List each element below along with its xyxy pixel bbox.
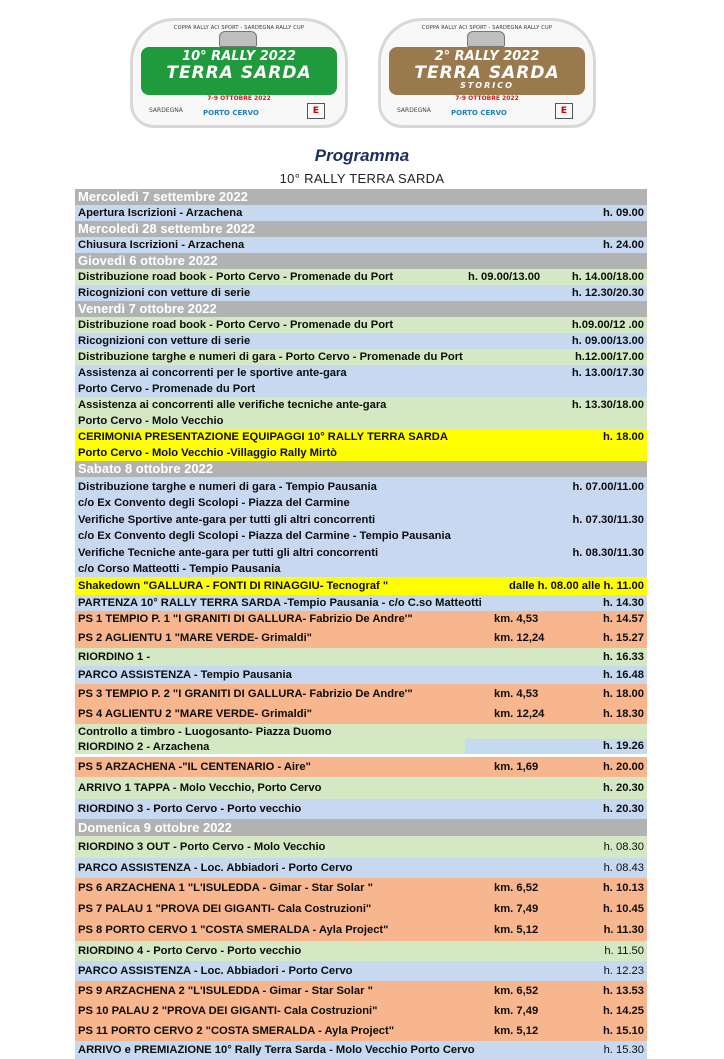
table-row: RIORDINO 4 - Porto Cervo - Porto vecchio h. 11.50 bbox=[75, 941, 647, 961]
day-header: Venerdì 7 ottobre 2022 bbox=[75, 301, 647, 317]
table-row: Shakedown "GALLURA - FONTI DI RINAGGIU- Tecnograf " dalle h. 08.00 alle h. 11.00 bbox=[75, 577, 647, 595]
table-row: Distribuzione road book - Porto Cervo - Promenade du Port h.09.00/12 .00 bbox=[75, 317, 647, 333]
logo-line3: STORICO bbox=[460, 81, 514, 90]
table-row: PS 3 TEMPIO P. 2 "I GRANITI DI GALLURA- Fabrizio De Andre'" km. 4,53 h. 18.00 bbox=[75, 684, 647, 704]
table-row: Verifiche Sportive ante-gara per tutti gli altri concorrenti c/o Ex Convento degli Scolopi - Piazza del Carmine - Tempio Pausania h. 07.30/11.30 bbox=[75, 511, 647, 545]
table-row: PARTENZA 10° RALLY TERRA SARDA -Tempio Pausania - c/o C.so Matteotti h. 14.30 bbox=[75, 595, 647, 611]
table-row: PS 11 PORTO CERVO 2 "COSTA SMERALDA - Ayla Project" km. 5,12 h. 15.10 bbox=[75, 1021, 647, 1041]
table-row: PS 8 PORTO CERVO 1 "COSTA SMERALDA - Ayla Project" km. 5,12 h. 11.30 bbox=[75, 920, 647, 941]
logo-badge-icon: E bbox=[555, 103, 573, 119]
logo-region: SARDEGNA bbox=[397, 107, 431, 114]
table-row: Chiusura Iscrizioni - Arzachena h. 24.00 bbox=[75, 237, 647, 253]
logos bbox=[0, 18, 724, 130]
table-row: PS 2 AGLIENTU 1 "MARE VERDE- Grimaldi" km. 12,24 h. 15.27 bbox=[75, 628, 647, 648]
table-row: PS 1 TEMPIO P. 1 "I GRANITI DI GALLURA- Fabrizio De Andre'" km. 4,53 h. 14.57 bbox=[75, 611, 647, 628]
page-subtitle: 10° RALLY TERRA SARDA bbox=[279, 171, 445, 186]
table-row: PARCO ASSISTENZA - Loc. Abbiadori - Porto Cervo h. 12.23 bbox=[75, 961, 647, 981]
table-row: Distribuzione targhe e numeri di gara - Tempio Pausania c/o Ex Convento degli Scolopi - Piazza del Carmine h. 07.00/11.00 bbox=[75, 477, 647, 511]
table-row: PS 4 AGLIENTU 2 "MARE VERDE- Grimaldi" km. 12,24 h. 18.30 bbox=[75, 704, 647, 724]
rally-logo-terra-sarda-storico bbox=[378, 18, 596, 128]
logo-badge-icon: E bbox=[307, 103, 325, 119]
table-row: PARCO ASSISTENZA - Loc. Abbiadori - Porto Cervo h. 08.43 bbox=[75, 858, 647, 878]
car-icon bbox=[467, 31, 505, 47]
table-row: RIORDINO 3 OUT - Porto Cervo - Molo Vecchio h. 08.30 bbox=[75, 836, 647, 858]
day-header: Sabato 8 ottobre 2022 bbox=[75, 461, 647, 477]
car-icon bbox=[219, 31, 257, 47]
logo-line1: 2° RALLY 2022 bbox=[434, 49, 540, 64]
table-row: Verifiche Tecniche ante-gara per tutti gli altri concorrenti c/o Corso Matteotti - Tempio Pausania h. 08.30/11.30 bbox=[75, 545, 647, 577]
logo-venue: PORTO CERVO bbox=[203, 109, 259, 117]
table-row: PARCO ASSISTENZA - Tempio Pausania h. 16.48 bbox=[75, 666, 647, 684]
logo-dates: 7-9 OTTOBRE 2022 bbox=[455, 95, 519, 102]
table-row: ARRIVO 1 TAPPA - Molo Vecchio, Porto Cervo h. 20.30 bbox=[75, 777, 647, 799]
schedule-table bbox=[75, 189, 647, 1059]
table-row: RIORDINO 1 - h. 16.33 bbox=[75, 648, 647, 666]
table-row: Assistenza ai concorrenti per le sportive ante-gara Porto Cervo - Promenade du Port h. 13.00/17.30 bbox=[75, 365, 647, 397]
table-row: ARRIVO e PREMIAZIONE 10° Rally Terra Sarda - Molo Vecchio Porto Cervo h. 15.30 bbox=[75, 1041, 647, 1059]
logo-arc-text: COPPA RALLY ACI SPORT - SARDEGNA RALLY CUP bbox=[421, 25, 553, 31]
table-row: RIORDINO 3 - Porto Cervo - Porto vecchio h. 20.30 bbox=[75, 799, 647, 819]
table-row: Controllo a timbro - Luogosanto- Piazza Duomo RIORDINO 2 - Arzachena h. 19.26 bbox=[75, 724, 647, 754]
table-row: PS 10 PALAU 2 "PROVA DEI GIGANTI- Cala Costruzioni" km. 7,49 h. 14.25 bbox=[75, 1001, 647, 1021]
table-row: PS 9 ARZACHENA 2 "L'ISULEDDA - Gimar - Star Solar " km. 6,52 h. 13.53 bbox=[75, 981, 647, 1001]
table-row: Distribuzione road book - Porto Cervo - Promenade du Port h. 09.00/13.00 h. 14.00/18.00 bbox=[75, 269, 647, 285]
logo-line2: TERRA SARDA bbox=[414, 63, 560, 83]
day-header: Mercoledì 28 settembre 2022 bbox=[75, 221, 647, 237]
day-header: Giovedì 6 ottobre 2022 bbox=[75, 253, 647, 269]
day-header: Domenica 9 ottobre 2022 bbox=[75, 819, 647, 836]
table-row: PS 6 ARZACHENA 1 "L'ISULEDDA - Gimar - Star Solar " km. 6,52 h. 10.13 bbox=[75, 878, 647, 899]
table-row: Assistenza ai concorrenti alle verifiche tecniche ante-gara Porto Cervo - Molo Vecchio h. 13.30/18.00 bbox=[75, 397, 647, 429]
table-row: Ricognizioni con vetture di serie h. 09.00/13.00 bbox=[75, 333, 647, 349]
table-row: PS 7 PALAU 1 "PROVA DEI GIGANTI- Cala Costruzioni" km. 7,49 h. 10.45 bbox=[75, 899, 647, 920]
table-row: PS 5 ARZACHENA -"IL CENTENARIO - Aire" km. 1,69 h. 20.00 bbox=[75, 757, 647, 777]
logo-venue: PORTO CERVO bbox=[451, 109, 507, 117]
page-title: Programma bbox=[314, 146, 410, 165]
rally-logo-terra-sarda bbox=[130, 18, 348, 128]
logo-region: SARDEGNA bbox=[149, 107, 183, 114]
logo-line2: TERRA SARDA bbox=[166, 63, 312, 83]
table-row: Distribuzione targhe e numeri di gara - Porto Cervo - Promenade du Port h.12.00/17.00 bbox=[75, 349, 647, 365]
day-header: Mercoledì 7 settembre 2022 bbox=[75, 189, 647, 205]
table-row: Ricognizioni con vetture di serie h. 12.30/20.30 bbox=[75, 285, 647, 301]
table-row: Apertura Iscrizioni - Arzachena h. 09.00 bbox=[75, 205, 647, 221]
logo-dates: 7-9 OTTOBRE 2022 bbox=[207, 95, 271, 102]
logo-line1: 10° RALLY 2022 bbox=[182, 49, 296, 64]
table-row: CERIMONIA PRESENTAZIONE EQUIPAGGI 10° RALLY TERRA SARDA Porto Cervo - Molo Vecchio -Villaggio Rally Mirtò h. 18.00 bbox=[75, 429, 647, 461]
logo-arc-text: COPPA RALLY ACI SPORT - SARDEGNA RALLY CUP bbox=[173, 25, 305, 31]
